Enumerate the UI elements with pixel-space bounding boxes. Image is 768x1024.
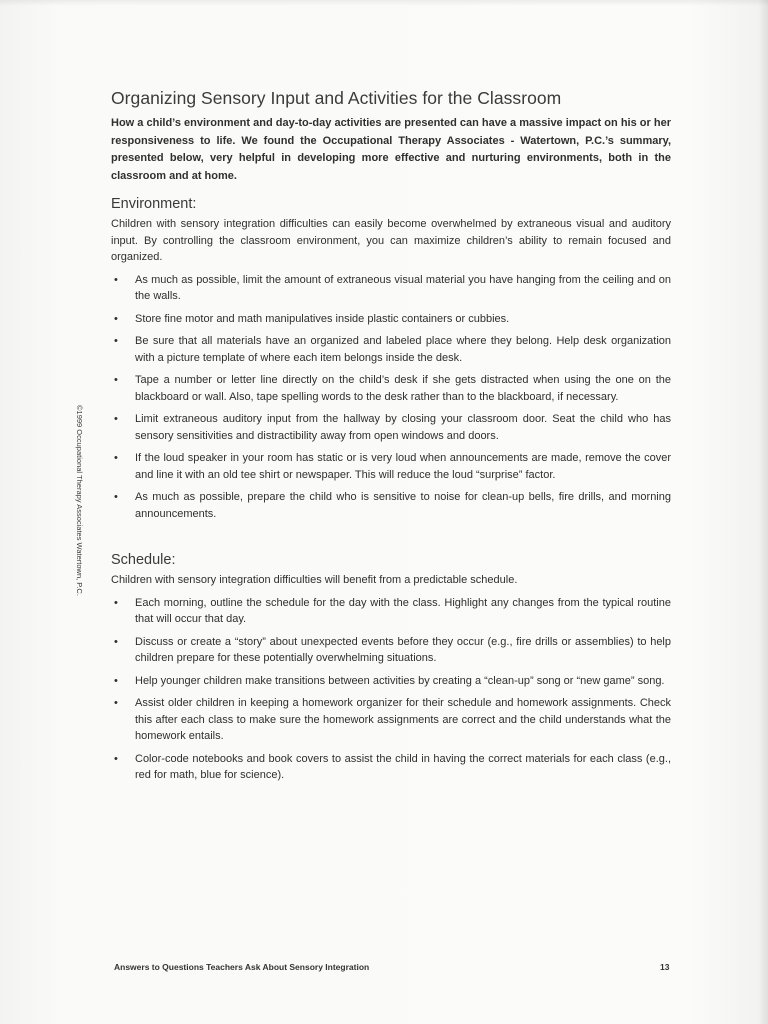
environment-heading: Environment:	[111, 196, 197, 212]
bullet-icon: •	[114, 491, 118, 503]
intro-paragraph: How a child’s environment and day-to-day activities are presented can have a massive impact on his or her responsiveness to life. We found the Occupational Therapy Associates - Watertown, P.C.’s summary, presented below, very helpful in developing more effective and nurturing environments, both in the classroom and at home.	[111, 117, 671, 182]
list-item-text: Each morning, outline the schedule for the day with the class. Highlight any changes from the typical routine that will occur that day.	[135, 596, 671, 625]
bullet-icon: •	[114, 413, 118, 425]
section-spacer	[111, 528, 671, 552]
list-item	[111, 673, 671, 690]
bullet-icon: •	[114, 273, 118, 286]
schedule-section	[111, 552, 671, 784]
list-item	[111, 372, 671, 405]
footer-book-title: Answers to Questions Teachers Ask About Sensory Integration	[114, 962, 370, 972]
list-item	[111, 450, 671, 483]
page-number: 13	[660, 962, 670, 972]
environment-section	[111, 196, 671, 522]
environment-paragraph: Children with sensory integration difficulties can easily become overwhelmed by extraneous visual and auditory input. By controlling the classroom environment, you can maximize children’s ability to remain focused and organized.	[111, 218, 671, 263]
copyright-credit: ©1999 Occupational Therapy Associates Watertown, P.C.	[75, 405, 84, 596]
list-item-text: Be sure that all materials have an organized and labeled place where they belong. Help desk organization with a picture template of where each item belongs inside the desk.	[135, 335, 671, 364]
list-item	[111, 695, 671, 745]
list-item-text: Discuss or create a “story” about unexpected events before they occur (e.g., fire drills or assemblies) to help children prepare for these potentially overwhelming situations.	[135, 635, 671, 664]
page-right-shadow	[758, 0, 768, 1024]
list-item	[111, 634, 671, 667]
list-item	[111, 333, 671, 366]
list-item-text: Color-code notebooks and book covers to assist the child in having the correct materials for each class (e.g., red for math, blue for science).	[135, 752, 671, 781]
environment-bullet-list	[111, 272, 671, 523]
list-item	[111, 411, 671, 444]
bullet-icon: •	[114, 452, 118, 464]
list-item-text: Store fine motor and math manipulatives inside plastic containers or cubbies.	[135, 312, 510, 325]
bullet-icon: •	[114, 596, 118, 609]
list-item-text: Limit extraneous auditory input from the hallway by closing your classroom door. Seat the child who has sensory sensitivities and distractibility away from open windows and doors.	[135, 413, 671, 442]
bullet-icon: •	[114, 697, 118, 709]
list-item-text: If the loud speaker in your room has static or is very loud when announcements are made, remove the cover and line it with an old tee shirt or newspaper. This will reduce the loud “surprise” factor.	[135, 452, 671, 481]
bullet-icon: •	[114, 674, 118, 687]
bullet-icon: •	[114, 752, 118, 765]
list-item	[111, 489, 671, 522]
bullet-icon: •	[114, 374, 118, 386]
list-item-text: Help younger children make transitions between activities by creating a “clean-up” song or “new game” song.	[135, 674, 665, 687]
schedule-bullet-list	[111, 595, 671, 784]
page-top-shadow	[0, 0, 768, 6]
list-item	[111, 751, 671, 784]
list-item	[111, 311, 671, 328]
list-item-text: As much as possible, limit the amount of extraneous visual material you have hanging from the ceiling and on the walls.	[135, 273, 671, 302]
list-item	[111, 272, 671, 305]
bullet-icon: •	[114, 312, 118, 325]
list-item-text: Assist older children in keeping a homework organizer for their schedule and homework assignments. Check this after each class to make sure the homework assignments are correct and the child understands what the homework entails.	[135, 697, 671, 742]
list-item-text: As much as possible, prepare the child who is sensitive to noise for clean-up bells, fire drills, and morning announcements.	[135, 491, 671, 520]
page-title: Organizing Sensory Input and Activities for the Classroom	[111, 88, 562, 108]
schedule-paragraph: Children with sensory integration difficulties will benefit from a predictable schedule.	[111, 574, 518, 586]
schedule-heading: Schedule:	[111, 552, 176, 568]
bullet-icon: •	[114, 635, 118, 648]
bullet-icon: •	[114, 335, 118, 347]
list-item-text: Tape a number or letter line directly on the child’s desk if she gets distracted when using the one on the blackboard or wall. Also, tape spelling words to the desk rather than to the blackboard, if necessary.	[135, 374, 671, 403]
page-content	[111, 88, 671, 790]
list-item	[111, 595, 671, 628]
